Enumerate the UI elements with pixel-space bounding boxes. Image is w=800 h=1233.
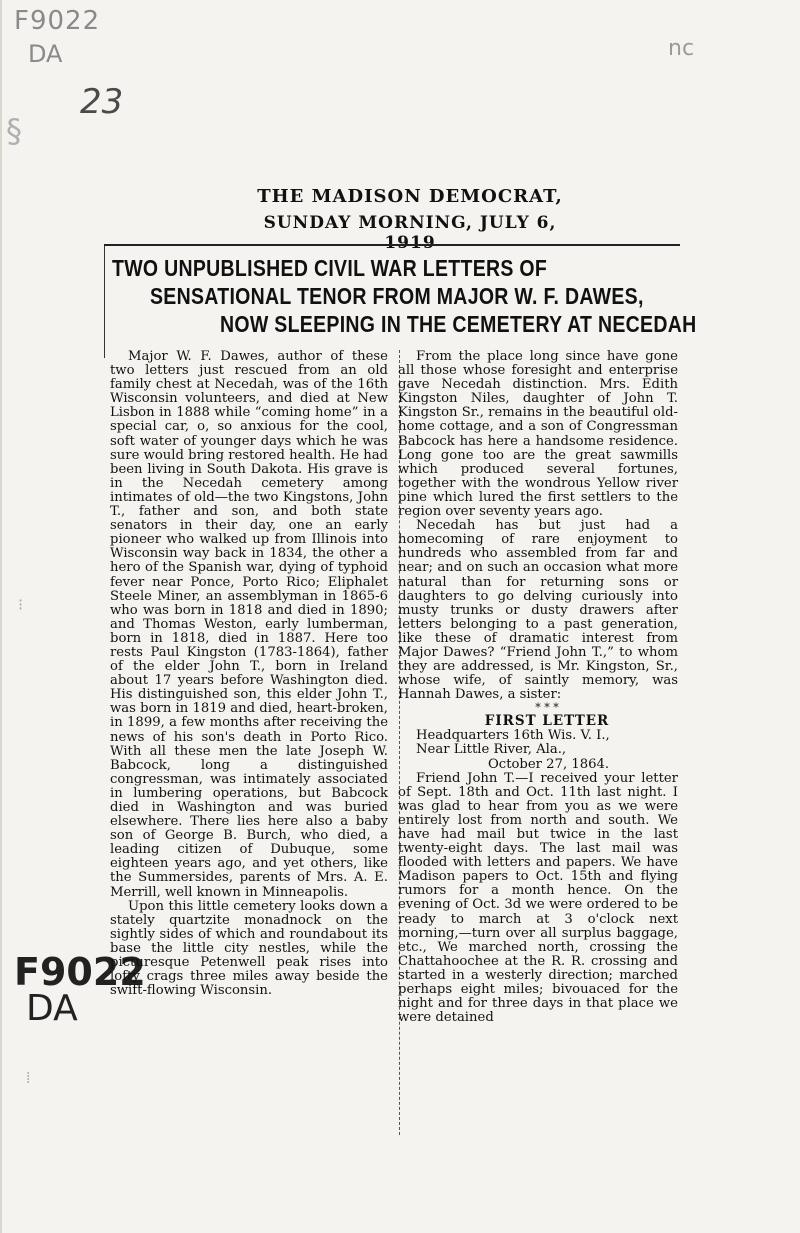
- handwritten-number: 23: [80, 82, 124, 122]
- letter-heading-line: October 27, 1864.: [488, 756, 610, 772]
- article-column-right: [398, 350, 678, 1025]
- letter-heading-line: Near Little River, Ala.,: [416, 742, 567, 758]
- masthead-rule: [104, 244, 680, 246]
- handwritten-code-top: F9022: [14, 6, 101, 36]
- handwritten-mark-icon: §: [6, 112, 22, 150]
- headline-line-2: SENSATIONAL TENOR FROM MAJOR W. F. DAWES,: [150, 284, 644, 310]
- handwritten-code-side: F9022: [14, 950, 146, 994]
- newspaper-name: THE MADISON DEMOCRAT,: [257, 186, 563, 207]
- letter-heading-line: Headquarters 16th Wis. V. I.,: [416, 728, 610, 744]
- letter-body: Friend John T.—I received your letter of Sept. 18th and Oct. 11th last night. I was glad to hear from you as we were entirely lost from north and south. We have had mail but twice in the last twenty-eight days. The last mail was flooded with letters and papers. We have Madison papers to Oct. 15th and flying rumors for a month hence. On the evening of Oct. 3d we were ordered to be ready to march at 3 o'clock next morning,—turn over all surplus baggage, etc., We marched north, crossing the Chattahoochee at the R. R. crossing and started in a westerly direction; marched perhaps eight miles; bivouaced for the night and for three days in that place we were detained: [398, 770, 678, 1026]
- smudge-mark-icon: ⁝: [18, 595, 24, 614]
- headline-line-3: NOW SLEEPING IN THE CEMETERY AT NECEDAH: [220, 312, 697, 338]
- smudge-mark-icon: ⁞: [26, 1068, 31, 1087]
- article-paragraph: Upon this little cemetery looks down a stately quartzite monadnock on the sightly sides of which and roundabout its base the little city nestles, while the picturesque Petenwell peak rises into lofty crags three miles away beside the swift-flowing Wisconsin.: [110, 898, 388, 999]
- article-column-left: [110, 350, 388, 998]
- article-paragraph: Major W. F. Dawes, author of these two letters just rescued from an old family chest at Necedah, was of the 16th Wisconsin volunteers, and died at New Lisbon in 1888 while “coming home” in a special car, o, so anxious for the cool, soft water of younger days which he was sure would bring restored health. He had been living in South Dakota. His grave is in the Necedah cemetery among intimates of old—the two Kingstons, John T., father and son, and both state senators in their day, one an early pioneer who walked up from Illinois into Wisconsin way back in 1834, the other a hero of the Spanish war, dying of typhoid fever near Ponce, Porto Rico; Eliphalet Steele Miner, an assemblyman in 1865-6 who was born in 1818 and died in 1890; and Thomas Weston, early lumberman, born in 1818, died in 1887. Here too rests Paul Kingston (1783-1864), father of the elder John T., born in Ireland about 17 years before Washington died. His distinguished son, this elder John T., was born in 1819 and died, heart-broken, in 1899, a few months after receiving the news of his son's death in Porto Rico. With all these men the late Joseph W. Babcock, long a distinguished congressman, was intimately associated in lumbering operations, but Babcock died in Washington and was buried elsewhere. There lies here also a baby son of George B. Burch, who died, a leading citizen of Dubuque, some eighteen years ago, and yet others, like the Summersides, parents of Mrs. A. E. Merrill, well known in Minneapolis.: [110, 349, 388, 900]
- headline-line-1: TWO UNPUBLISHED CIVIL WAR LETTERS OF: [112, 256, 548, 282]
- newspaper-date: SUNDAY MORNING, JULY 6, 1919: [263, 213, 557, 253]
- section-separator: * * *: [535, 701, 559, 715]
- headline-border: [104, 246, 105, 358]
- handwritten-da-side: DA: [26, 988, 78, 1029]
- handwritten-da-top: DA: [28, 40, 63, 68]
- letter-title: FIRST LETTER: [484, 713, 610, 730]
- article-paragraph: From the place long since have gone all those whose foresight and enterprise gave Necedah distinction. Mrs. Edith Kingston Niles, daughter of John T. Kingston Sr., remains in the beautiful old-home cottage, and a son of Congressman Babcock has here a handsome residence. Long gone too are the great sawmills which produced several fortunes, together with the wondrous Yellow river pine which lured the first settlers to the region over seventy years ago.: [398, 349, 678, 520]
- handwritten-nc: nc: [668, 36, 695, 61]
- article-paragraph: Necedah has but just had a homecoming of rare enjoyment to hundreds who assembled from far and near; and on such an occasion what more natural than for returning sons or daughters to go delving curiously into musty trunks or dusty drawers after letters belonging to a past generation, like these of dramatic interest from Major Dawes? “Friend John T.,” to whom they are addressed, is Mr. Kingston, Sr., whose wife, of saintly memory, was Hannah Dawes, a sister:: [398, 518, 678, 703]
